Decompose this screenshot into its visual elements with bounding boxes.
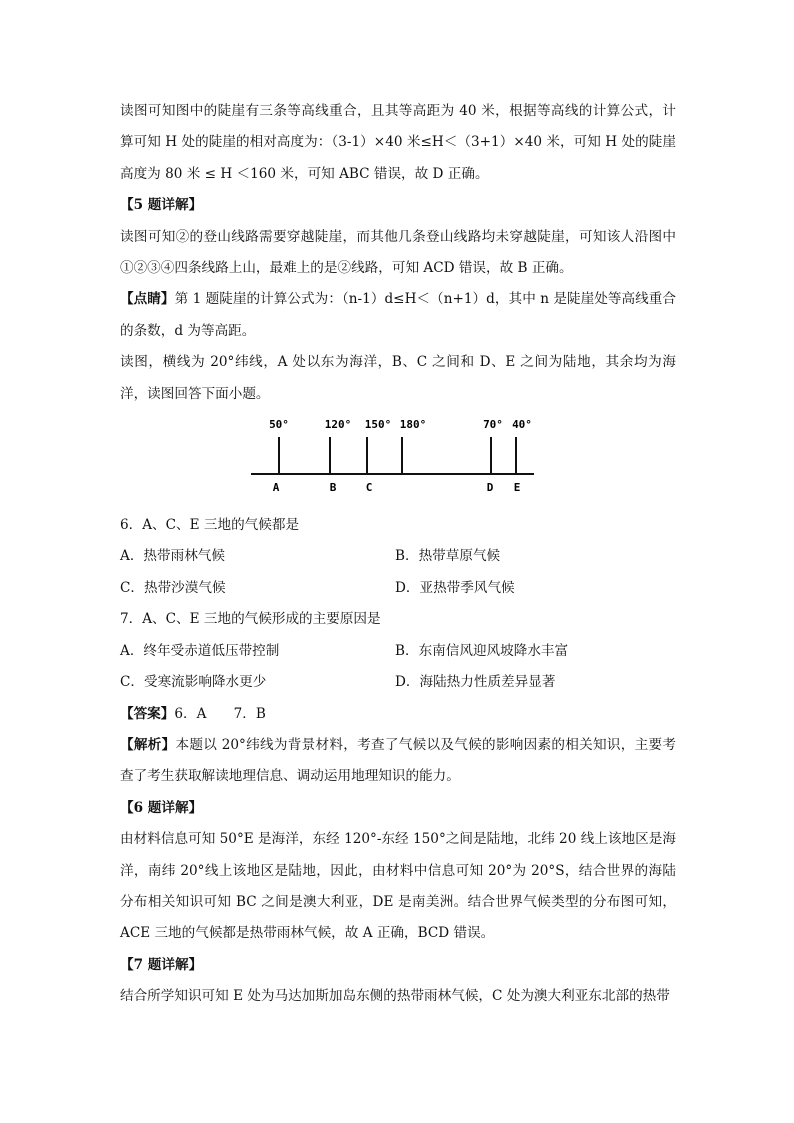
heading-q5-detail: 【5 题详解】 — [120, 197, 203, 214]
top-label-70: 70° — [483, 418, 503, 432]
q6-option-d: D．亚热带季风气候 — [395, 579, 515, 596]
latitude-line-figure — [120, 412, 676, 510]
q7-options-row-1 — [120, 636, 676, 667]
q7-options-row-2 — [120, 667, 676, 698]
answer-body: 6．A 7．B — [174, 705, 266, 722]
bottom-label-a: A — [272, 481, 280, 495]
answer-head: 【答案】 — [120, 705, 175, 722]
q7-option-d: D．海陆热力性质差异显著 — [395, 674, 556, 691]
top-label-150: 150° — [364, 418, 392, 432]
bottom-label-d: D — [486, 481, 494, 495]
document-page — [120, 96, 676, 1013]
paragraph-cliff-calc: 读图可知图中的陡崖有三条等高线重合，且其等高距为 40 米，根据等高线的计算公式，计算可知 H 处的陡崖的相对高度为：（3-1）×40 米≤H＜（3+1）×40 米，可知 H 处的陡崖高度为 80 米 ≤ H ＜160 米，可知 ABC 错误，故 D 正确。 — [120, 103, 676, 182]
q7-option-b: B．东南信风迎风坡降水丰富 — [395, 642, 569, 659]
bottom-label-c: C — [365, 481, 373, 495]
q7-stem: 7．A、C、E 三地的气候形成的主要原因是 — [120, 611, 381, 628]
top-label-50: 50° — [269, 418, 289, 432]
q6-option-b: B．热带草原气候 — [395, 548, 501, 565]
paragraph-q5-detail: 读图可知②的登山线路需要穿越陡崖，而其他几条登山线路均未穿越陡崖，可知该人沿图中①②③④四条线路上山，最难上的是②线路，可知 ACD 错误，故 B 正确。 — [120, 228, 676, 277]
bottom-label-b: B — [329, 481, 337, 495]
q6-stem: 6．A、C、E 三地的气候都是 — [120, 517, 300, 534]
top-label-120: 120° — [324, 418, 352, 432]
q6-option-c: C．热带沙漠气候 — [120, 579, 226, 596]
top-label-180: 180° — [399, 418, 427, 432]
paragraph-intro: 读图，横线为 20°纬线，A 处以东为海洋，B、C 之间和 D、E 之间为陆地，其余均为海洋，读图回答下面小题。 — [120, 354, 676, 402]
q6-options-row-1 — [120, 541, 676, 572]
analysis-head: 【解析】 — [120, 736, 176, 753]
heading-q7-detail: 【7 题详解】 — [120, 956, 203, 973]
q6-option-a: A．热带雨林气候 — [120, 548, 225, 565]
heading-q6-detail: 【6 题详解】 — [120, 799, 203, 816]
analysis-body: 本题以 20°纬线为背景材料，考查了气候以及气候的影响因素的相关知识，主要考查了考生获取解读地理信息、调动运用地理知识的能力。 — [120, 736, 677, 785]
answer-line — [120, 699, 676, 730]
dianjing-body: 第 1 题陡崖的计算公式为：（n-1）d≤H＜（n+1）d，其中 n 是陡崖处等高线重合的条数，d 为等高距。 — [120, 291, 677, 339]
analysis-paragraph — [120, 730, 676, 793]
paragraph-q7-detail: 结合所学知识可知 E 处为马达加斯加岛东侧的热带雨林气候，C 处为澳大利亚东北部的热带 — [120, 988, 670, 1005]
paragraph-q6-detail: 由材料信息可知 50°E 是海洋，东经 120°-东经 150°之间是陆地，北纬 20 线上该地区是海洋，南纬 20°线上该地区是陆地，因此，由材料中信息可知 20°为 20°S，结合世界的海陆分布相关知识可知 BC 之间是澳大利亚，DE 是南美洲。结合世界气候类型的分布图可知，ACE 三地的气候都是热带雨林气候，故 A 正确，BCD 错误。 — [120, 831, 676, 942]
top-label-40: 40° — [512, 418, 532, 432]
q6-options-row-2 — [120, 573, 676, 604]
dianjing-head: 【点睛】 — [120, 291, 175, 308]
paragraph-dianjing — [120, 284, 676, 347]
q7-option-c: C．受寒流影响降水更少 — [120, 674, 267, 691]
bottom-label-e: E — [513, 481, 521, 495]
q7-option-a: A．终年受赤道低压带控制 — [120, 642, 280, 659]
latitude-line-svg — [120, 412, 676, 510]
